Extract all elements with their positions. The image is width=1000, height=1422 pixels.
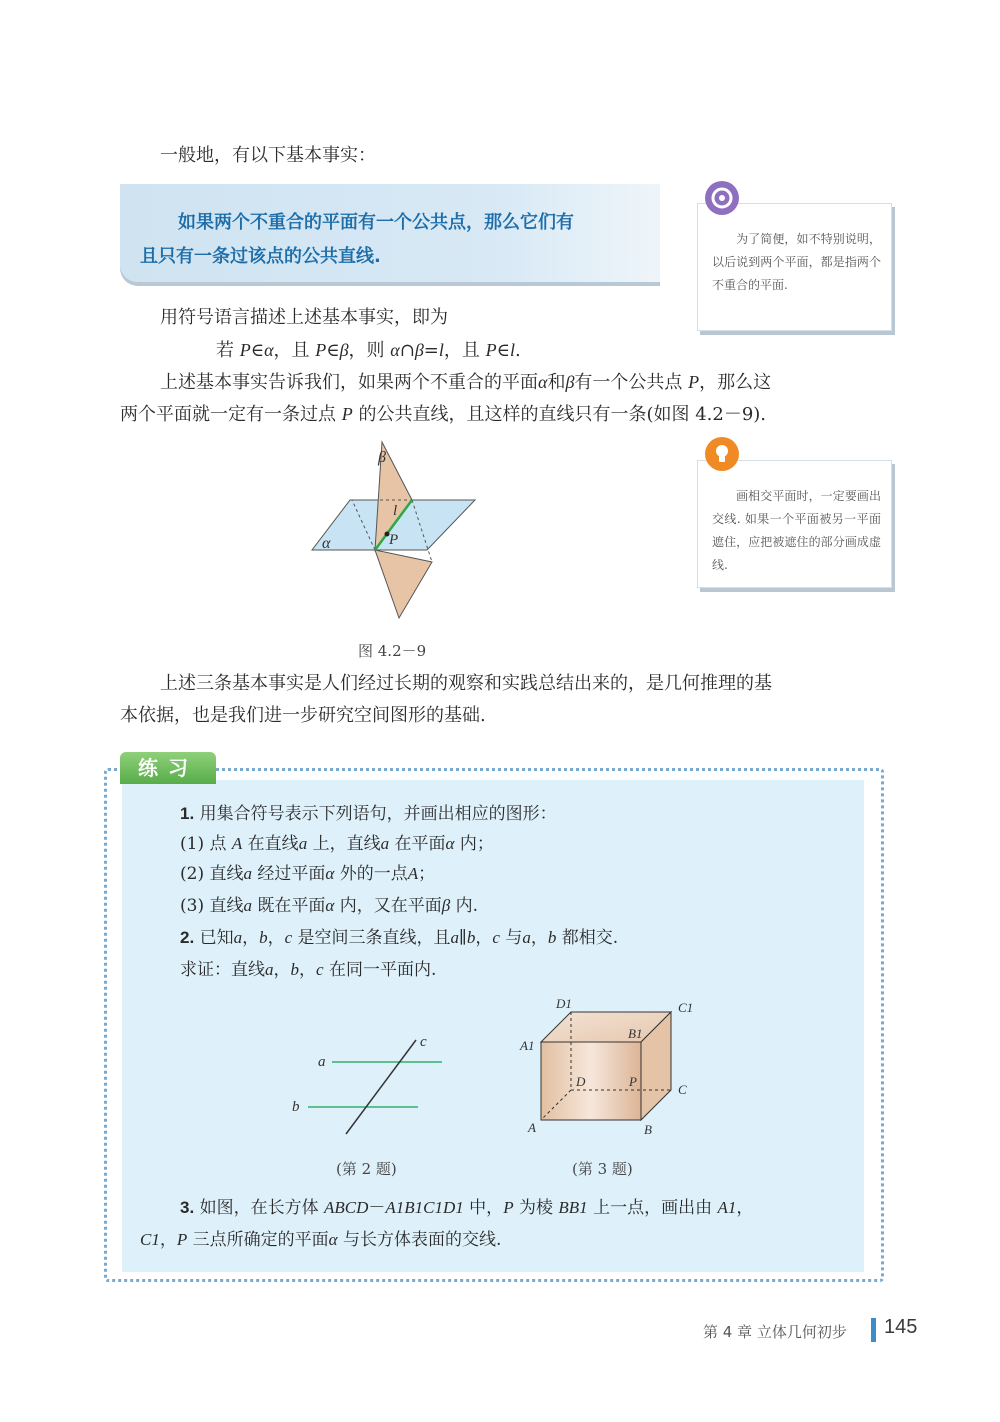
- label-c: C: [678, 1082, 687, 1097]
- label-p: P: [629, 1074, 637, 1089]
- question-1-part-3: (3) 直线a 既在平面α 内，又在平面β 内.: [180, 896, 479, 916]
- question-1-part-1: (1) 点 A 在直线a 上，直线a 在平面α 内；: [180, 834, 494, 854]
- plane-beta-lower: [375, 550, 432, 618]
- summary-line-2: 本依据，也是我们进一步研究空间图形的基础.: [120, 705, 486, 726]
- theorem-line-2: 且只有一条过该点的公共直线.: [140, 246, 381, 267]
- label-beta: β: [378, 449, 386, 466]
- margin-note-planes: [697, 203, 892, 331]
- label-d1: D1: [556, 996, 572, 1011]
- label-b: B: [644, 1122, 652, 1137]
- label-b1: B1: [628, 1026, 643, 1041]
- margin-note-drawing: [697, 460, 892, 588]
- explanation-line-2: 两个平面就一定有一条过点 P 的公共直线，且这样的直线只有一条(如图 4.2－9).: [120, 404, 767, 425]
- note-planes-text: 为了简便，如不特别说明，以后说到两个平面，都是指两个不重合的平面.: [712, 232, 881, 292]
- note-drawing-text: 画相交平面时，一定要画出交线. 如果一个平面被另一平面遮住，应把被遮住的部分画成虚线.: [712, 489, 881, 572]
- explanation-line-1: 上述基本事实告诉我们，如果两个不重合的平面α和β有一个公共点 P，那么这: [160, 372, 772, 393]
- cuboid-front-face: [541, 1042, 641, 1120]
- question-3-cont: C1，P 三点所确定的平面α 与长方体表面的交线.: [140, 1230, 502, 1250]
- caption-question-3: (第 3 题): [572, 1160, 633, 1178]
- footer-chapter: 第 4 章 立体几何初步: [703, 1323, 847, 1341]
- line-c: [346, 1040, 416, 1134]
- label-c1: C1: [678, 1000, 694, 1015]
- question-2: 2. 已知a，b，c 是空间三条直线，且a∥b，c 与a，b 都相交.: [180, 928, 619, 948]
- label-l: l: [393, 503, 398, 519]
- label-line-c: c: [420, 1034, 427, 1050]
- label-alpha: α: [322, 535, 331, 552]
- theorem-box: [120, 184, 660, 282]
- figure-intersecting-planes: [300, 432, 490, 622]
- summary-line-1: 上述三条基本事实是人们经过长期的观察和实践总结出来的，是几何推理的基: [160, 673, 772, 694]
- question-3: 3. 如图，在长方体 ABCD－A1B1C1D1 中，P 为棱 BB1 上一点，画出由 A1，: [180, 1198, 754, 1218]
- figure-cuboid: [518, 992, 708, 1142]
- flower-badge-icon: [705, 181, 739, 215]
- label-line-a: a: [318, 1054, 326, 1070]
- figure-question-2: [280, 1030, 460, 1140]
- theorem-line-1: 如果两个不重合的平面有一个公共点，那么它们有: [178, 212, 574, 233]
- question-2-proof: 求证：直线a，b，c 在同一平面内.: [180, 960, 437, 980]
- lightbulb-icon: [705, 437, 739, 471]
- label-a1: A1: [520, 1038, 535, 1053]
- question-1-part-2: (2) 直线a 经过平面α 外的一点A；: [180, 864, 436, 884]
- exercise-tab: 练习: [120, 752, 216, 784]
- question-1: 1. 用集合符号表示下列语句，并画出相应的图形：: [180, 804, 557, 824]
- label-d: D: [576, 1074, 586, 1089]
- intro-text: 一般地，有以下基本事实：: [160, 145, 376, 166]
- caption-question-2: (第 2 题): [336, 1160, 397, 1178]
- footer-divider: [871, 1318, 876, 1342]
- symbolic-intro: 用符号语言描述上述基本事实，即为: [160, 307, 448, 328]
- page-number: 145: [884, 1316, 918, 1338]
- label-p: P: [389, 532, 399, 548]
- label-line-b: b: [292, 1099, 300, 1115]
- symbolic-statement: 若 P∈α，且 P∈β，则 α∩β=l，且 P∈l.: [216, 340, 521, 361]
- figure-caption: 图 4.2－9: [358, 642, 427, 660]
- label-a: A: [528, 1120, 536, 1135]
